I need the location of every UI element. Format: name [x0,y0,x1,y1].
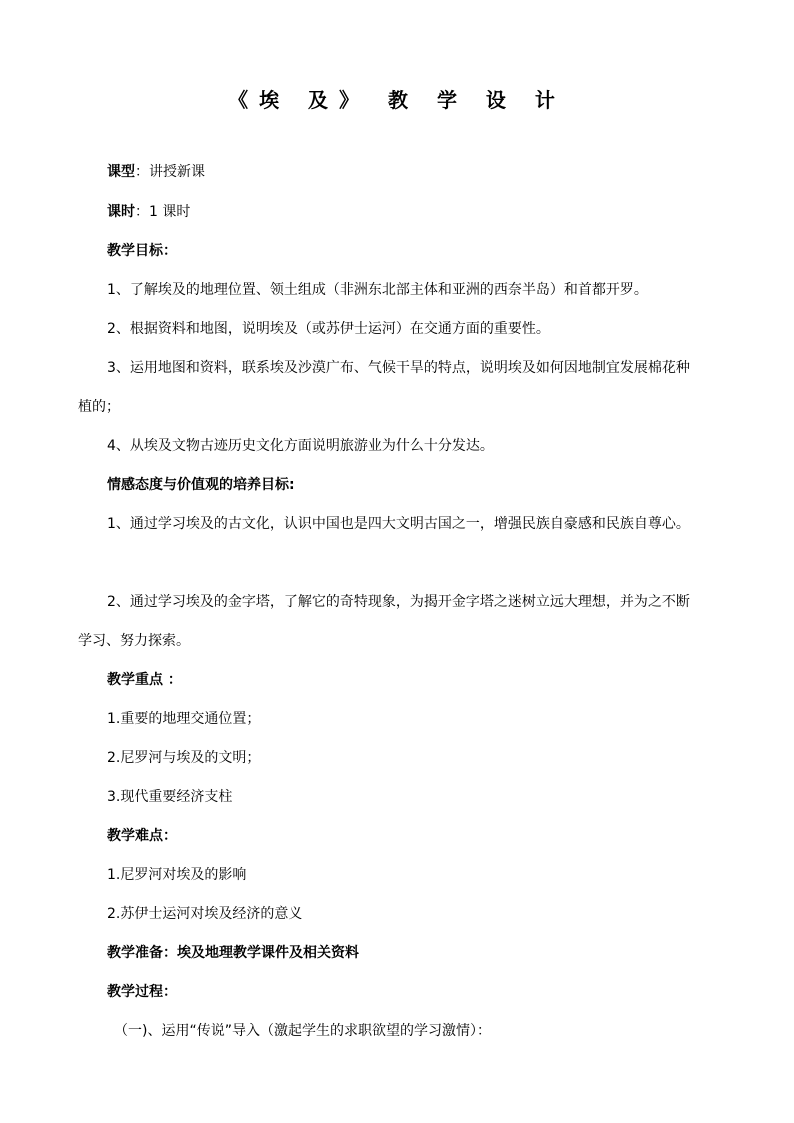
period-line [107,202,190,222]
course-type-label: 课型 [107,164,135,180]
key-point-item: 1.重要的地理交通位置； [107,711,261,727]
key-point-item: 3.现代重要经济支柱 [107,789,233,805]
course-type-line [107,162,205,182]
difficulties-heading: 教学难点： [107,828,177,844]
period-value: ：1 课时 [135,204,191,220]
objective-item: 1、了解埃及的地理位置、领土组成（非洲东北部主体和亚洲的西奈半岛）和首都开罗。 [107,282,648,298]
objective-item: 2、根据资料和地图，说明埃及（或苏伊士运河）在交通方面的重要性。 [107,321,550,337]
course-type-value: ：讲授新课 [135,164,205,180]
process-step: （一)、运用“传说”导入（激起学生的求职欲望的学习激情）： [114,1023,491,1039]
emotion-item: 1、通过学习埃及的古文化，认识中国也是四大文明古国之一，增强民族自豪感和民族自尊心。 [107,516,690,532]
key-point-item: 2.尼罗河与埃及的文明； [107,750,261,766]
objective-item: 3、运用地图和资料，联系埃及沙漠广布、气候干旱的特点，说明埃及如何因地制宜发展棉花种 [107,360,690,376]
emotion-item: 2、通过学习埃及的金字塔，了解它的奇特现象，为揭开金字塔之迷树立远大理想，并为之不断 [107,594,690,610]
emotion-item-continued: 学习、努力探索。 [78,633,190,649]
difficulty-item: 2.苏伊士运河对埃及经济的意义 [107,906,303,922]
preparation-line: 教学准备：埃及地理教学课件及相关资料 [107,945,359,961]
process-heading: 教学过程： [107,984,177,1000]
key-points-heading: 教学重点 ： [107,672,182,688]
document-title: 《埃 及》 教 学 设 计 [228,88,566,112]
difficulty-item: 1.尼罗河对埃及的影响 [107,867,247,883]
emotion-heading: 情感态度与价值观的培养目标: [107,477,295,493]
objective-item: 4、从埃及文物古迹历史文化方面说明旅游业为什么十分发达。 [107,438,494,454]
objective-item-continued: 植的； [78,399,120,415]
objectives-heading: 教学目标： [107,243,177,259]
period-label: 课时 [107,204,135,220]
